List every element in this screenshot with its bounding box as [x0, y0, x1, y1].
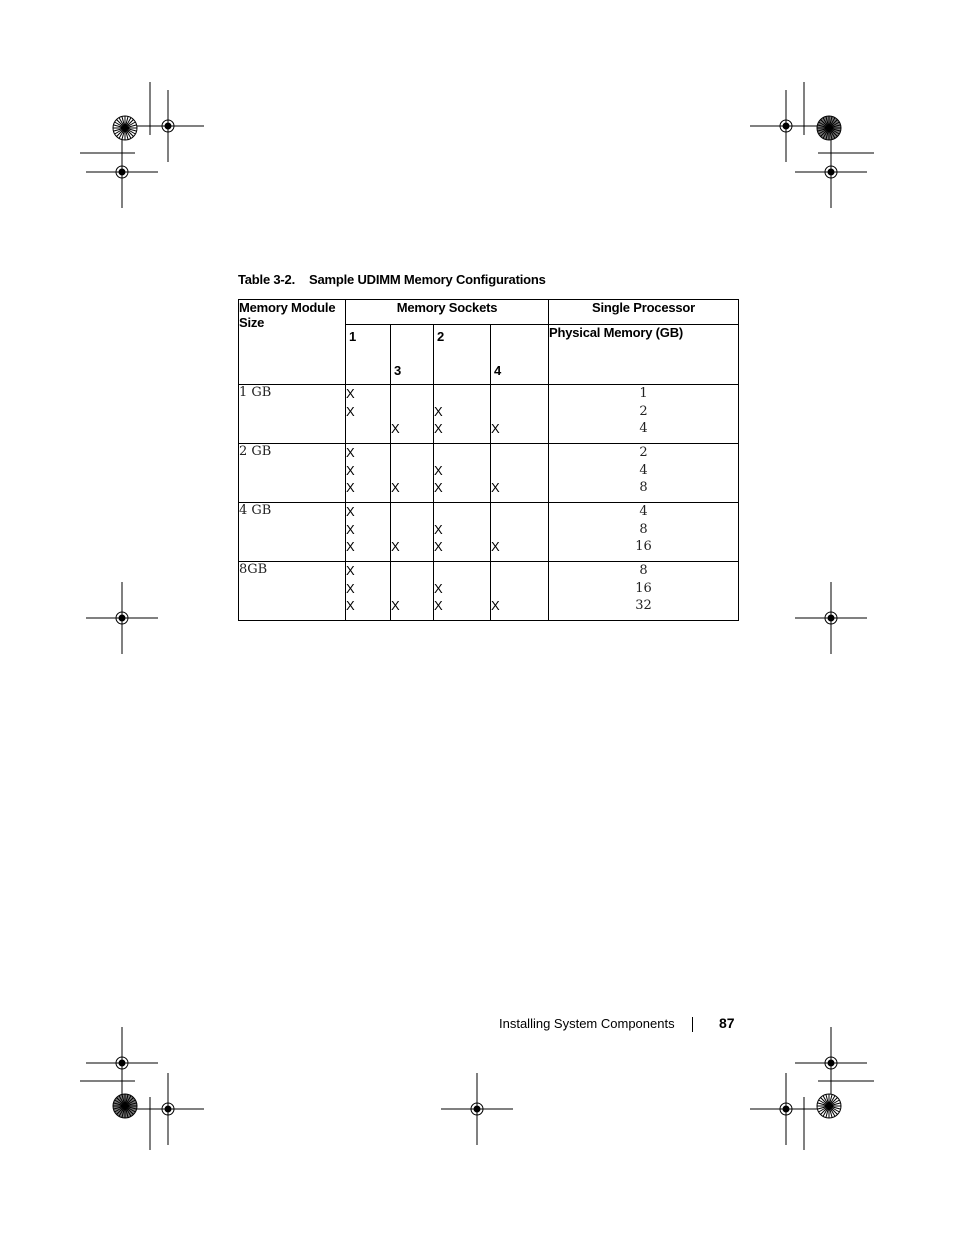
socket-cell-s2 — [434, 385, 491, 444]
socket-mark: X — [434, 480, 443, 495]
table-row — [239, 562, 739, 621]
socket-mark: X — [491, 598, 500, 613]
header-socket-3 — [391, 325, 434, 385]
socket-mark — [491, 444, 548, 462]
module-size-cell: 8GB — [239, 562, 346, 621]
socket-mark: X — [346, 539, 355, 554]
socket-mark: X — [346, 521, 355, 537]
table-title: Sample UDIMM Memory Configurations — [309, 272, 546, 287]
module-size-cell: 2 GB — [239, 444, 346, 503]
socket-mark — [391, 444, 433, 462]
socket-mark — [391, 403, 433, 421]
module-size-cell: 4 GB — [239, 503, 346, 562]
socket-mark — [391, 562, 433, 580]
physical-memory-value: 2 — [639, 445, 648, 460]
socket-mark: X — [391, 480, 400, 495]
socket-mark: X — [491, 539, 500, 554]
socket-mark — [391, 521, 433, 539]
socket-mark — [434, 444, 490, 462]
physical-memory-value: 4 — [639, 421, 648, 436]
physical-memory-cell — [549, 503, 739, 562]
physical-memory-value: 32 — [635, 598, 652, 613]
socket-mark — [491, 462, 548, 480]
socket-mark: X — [434, 521, 443, 537]
table-number: Table 3-2. — [238, 272, 296, 287]
socket-mark: X — [491, 480, 500, 495]
socket-mark: X — [434, 580, 443, 596]
socket-mark: X — [434, 403, 443, 419]
physical-memory-value: 2 — [639, 403, 648, 419]
socket-mark: X — [434, 598, 443, 613]
socket-3-label: 3 — [394, 363, 402, 378]
socket-cell-s1 — [346, 503, 391, 562]
socket-cell-s2 — [434, 444, 491, 503]
socket-mark: X — [346, 462, 355, 478]
page-number: 87 — [719, 1015, 735, 1031]
socket-mark: X — [346, 445, 355, 460]
socket-4-label: 4 — [494, 363, 502, 378]
socket-mark — [491, 562, 548, 580]
socket-mark — [491, 521, 548, 539]
socket-cell-s4 — [491, 385, 549, 444]
socket-mark: X — [391, 598, 400, 613]
table-row — [239, 385, 739, 444]
socket-mark: X — [391, 421, 400, 436]
physical-memory-value: 1 — [639, 386, 648, 401]
header-memory-sockets: Memory Sockets — [346, 300, 549, 325]
socket-cell-s3 — [391, 562, 434, 621]
socket-mark: X — [346, 598, 355, 613]
socket-mark — [491, 503, 548, 521]
socket-mark — [491, 403, 548, 421]
socket-cell-s3 — [391, 444, 434, 503]
socket-cell-s1 — [346, 385, 391, 444]
memory-config-table — [238, 299, 739, 621]
physical-memory-value: 16 — [635, 539, 652, 554]
socket-cell-s1 — [346, 562, 391, 621]
header-socket-4 — [491, 325, 549, 385]
physical-memory-value: 4 — [639, 504, 648, 519]
socket-mark: X — [346, 386, 355, 401]
footer-divider — [692, 1017, 693, 1032]
socket-mark — [391, 385, 433, 403]
socket-mark — [434, 503, 490, 521]
socket-mark: X — [346, 580, 355, 596]
socket-mark — [434, 385, 490, 403]
physical-memory-cell — [549, 562, 739, 621]
physical-memory-value: 16 — [635, 580, 652, 596]
socket-mark: X — [434, 421, 443, 436]
socket-mark: X — [346, 403, 355, 419]
header-socket-2 — [434, 325, 491, 385]
socket-mark: X — [346, 504, 355, 519]
physical-memory-cell — [549, 385, 739, 444]
physical-memory-value: 8 — [639, 480, 648, 495]
socket-2-label: 2 — [437, 329, 445, 344]
table-caption — [238, 272, 546, 287]
socket-mark: X — [391, 539, 400, 554]
header-single-processor: Single Processor — [549, 300, 739, 325]
socket-cell-s1 — [346, 444, 391, 503]
socket-cell-s3 — [391, 385, 434, 444]
table-row — [239, 503, 739, 562]
physical-memory-value: 8 — [639, 521, 648, 537]
socket-mark — [491, 385, 548, 403]
physical-memory-value: 8 — [639, 563, 648, 578]
socket-mark: X — [346, 480, 355, 495]
socket-cell-s2 — [434, 503, 491, 562]
socket-mark — [346, 420, 390, 438]
socket-cell-s3 — [391, 503, 434, 562]
header-module-size: Memory Module Size — [239, 300, 346, 385]
module-size-cell: 1 GB — [239, 385, 346, 444]
socket-mark — [434, 562, 490, 580]
socket-mark — [391, 462, 433, 480]
socket-cell-s4 — [491, 444, 549, 503]
socket-cell-s2 — [434, 562, 491, 621]
socket-mark — [391, 580, 433, 598]
socket-mark: X — [434, 539, 443, 554]
socket-mark: X — [491, 421, 500, 436]
table-row — [239, 444, 739, 503]
physical-memory-value: 4 — [639, 462, 648, 478]
socket-mark: X — [434, 462, 443, 478]
header-physical-memory: Physical Memory (GB) — [549, 325, 739, 385]
physical-memory-cell — [549, 444, 739, 503]
socket-mark — [491, 580, 548, 598]
socket-1-label: 1 — [349, 329, 357, 344]
socket-mark — [391, 503, 433, 521]
footer-section-title: Installing System Components — [499, 1016, 675, 1031]
socket-cell-s4 — [491, 562, 549, 621]
socket-cell-s4 — [491, 503, 549, 562]
header-socket-1 — [346, 325, 391, 385]
socket-mark: X — [346, 563, 355, 578]
